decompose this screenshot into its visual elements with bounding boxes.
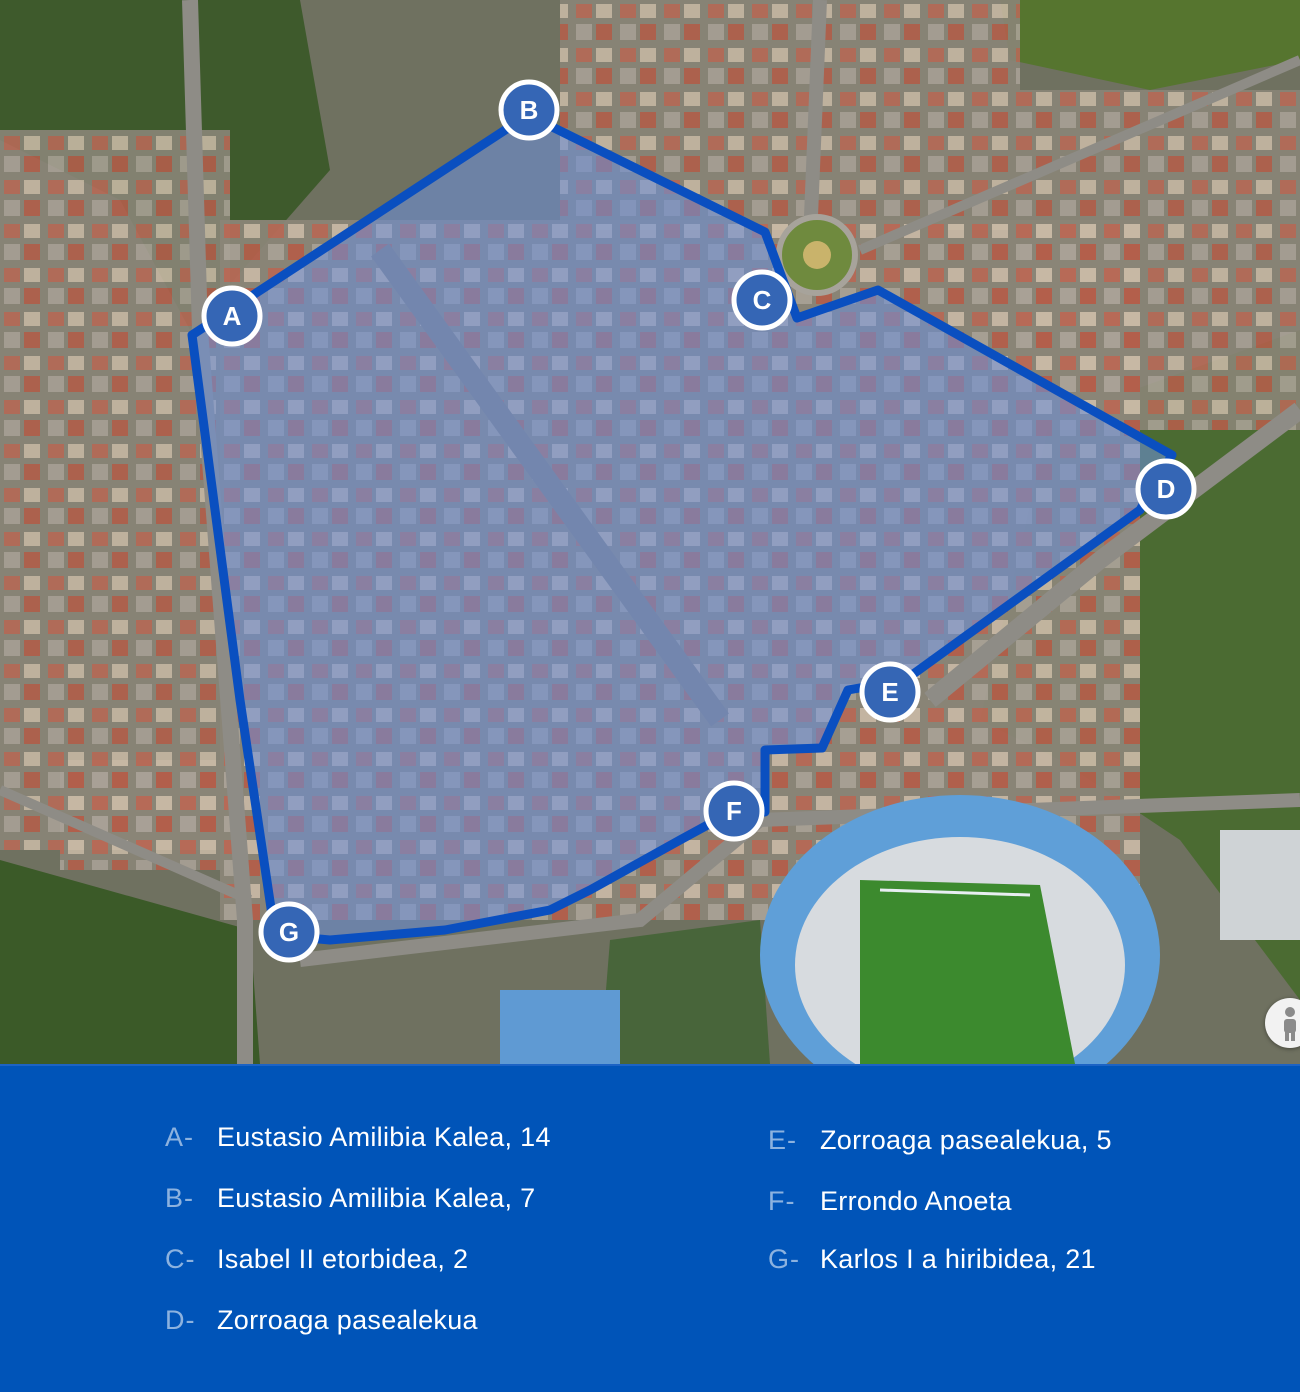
legend-address: Isabel II etorbidea, 2 [217,1244,469,1274]
legend-letter: G- [768,1244,800,1274]
marker-label: D [1156,474,1176,504]
marker-label: B [519,95,539,125]
marker-label: F [726,796,742,826]
legend-letter: B- [165,1183,194,1213]
map-marker-g[interactable] [261,904,317,960]
legend-address: Eustasio Amilibia Kalea, 7 [217,1183,536,1213]
marker-label: G [278,917,300,947]
map-marker-d[interactable] [1138,461,1194,517]
legend-address: Zorroaga pasealekua [217,1305,478,1335]
legend-letter: D- [165,1305,196,1335]
legend-address: Karlos I a hiribidea, 21 [820,1244,1096,1274]
marker-label: A [222,301,242,331]
marker-label: E [881,677,899,707]
legend-letter: F- [768,1186,796,1216]
pegman-icon [1265,998,1300,1048]
legend-address: Zorroaga pasealekua, 5 [820,1125,1112,1155]
map-marker-f[interactable] [706,783,762,839]
legend-panel [0,1064,1300,1392]
legend-address: Eustasio Amilibia Kalea, 14 [217,1122,551,1152]
map-marker-b[interactable] [501,82,557,138]
legend-letter: A- [165,1122,194,1152]
map-marker-a[interactable] [204,288,260,344]
map-marker-e[interactable] [862,664,918,720]
legend-letter: C- [165,1244,196,1274]
legend-letter: E- [768,1125,797,1155]
legend-address: Errondo Anoeta [820,1186,1012,1216]
marker-label: C [752,285,772,315]
street-view-control[interactable] [1265,998,1300,1048]
map-marker-c[interactable] [734,272,790,328]
